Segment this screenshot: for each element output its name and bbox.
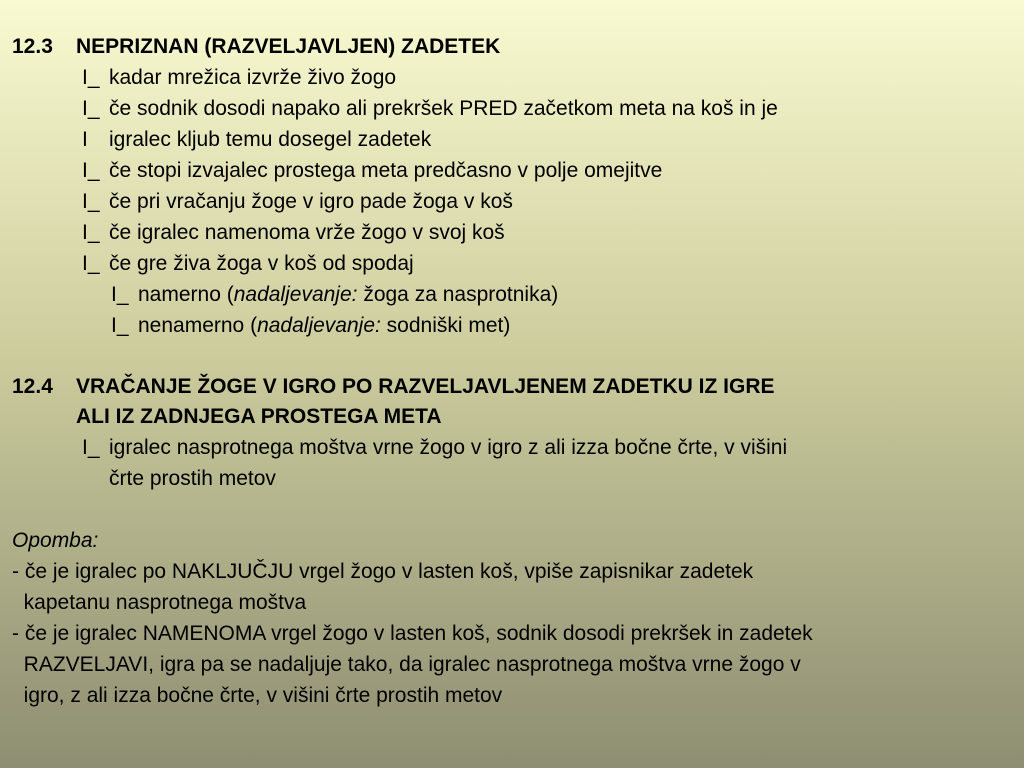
bullet-marker: I_ — [82, 66, 100, 89]
list-item-text: kadar mrežica izvrže živo žogo — [109, 66, 397, 89]
list-item — [82, 124, 431, 155]
list-item-text: če stopi izvajalec prostega meta predčasno v polje omejitve — [109, 159, 663, 182]
list-item-text: če gre živa žoga v koš od spodaj — [109, 252, 414, 275]
section-title: NEPRIZNAN (RAZVELJAVLJEN) ZADETEK — [76, 35, 501, 58]
sub-item-prefix: namerno ( — [138, 283, 234, 306]
section-12-3-heading — [12, 31, 500, 62]
list-item — [82, 62, 396, 93]
note-line: RAZVELJAVI, igra pa se nadaljuje tako, da igralec nasprotnega moštva vrne žogo v — [12, 653, 801, 676]
list-item-continuation: črte prostih metov — [109, 467, 276, 490]
bullet-marker: I_ — [82, 252, 100, 275]
sub-list-item — [111, 279, 558, 310]
list-item-text: če sodnik dosodi napako ali prekršek PRED začetkom meta na koš in je — [109, 97, 778, 120]
note-heading: Opomba: — [12, 529, 99, 552]
section-title-continuation: ALI IZ ZADNJEGA PROSTEGA META — [76, 405, 442, 428]
sub-item-suffix: žoga za nasprotnika) — [357, 283, 559, 306]
list-item-text: če igralec namenoma vrže žogo v svoj koš — [109, 221, 505, 244]
bullet-marker: I_ — [82, 97, 100, 120]
bullet-marker: I_ — [82, 436, 100, 459]
list-item — [82, 248, 414, 279]
list-item — [82, 186, 513, 217]
section-number: 12.4 — [12, 375, 53, 398]
list-item-text: igralec nasprotnega moštva vrne žogo v igro z ali izza bočne črte, v višini — [109, 436, 788, 459]
list-item — [82, 93, 778, 124]
section-12-4-heading — [12, 371, 775, 402]
list-item — [82, 432, 787, 463]
bullet-marker: I_ — [82, 190, 100, 213]
bullet-marker: I — [82, 128, 88, 151]
list-item-text: če pri vračanju žoge v igro pade žoga v koš — [109, 190, 513, 213]
bullet-marker: I_ — [82, 159, 100, 182]
sub-item-italic: nadaljevanje: — [257, 314, 381, 337]
list-item — [82, 217, 505, 248]
sub-item-italic: nadaljevanje: — [233, 283, 358, 306]
sub-item-suffix: sodniški met) — [380, 314, 511, 337]
list-item-text: igralec kljub temu dosegel zadetek — [109, 128, 432, 151]
section-title: VRAČANJE ŽOGE V IGRO PO RAZVELJAVLJENEM ZADETKU IZ IGRE — [76, 375, 775, 398]
sub-list-item — [111, 310, 510, 341]
note-line: - če je igralec po NAKLJUČJU vrgel žogo v lasten koš, vpiše zapisnikar zadetek — [12, 560, 754, 583]
bullet-marker: I_ — [111, 283, 129, 306]
note-line: - če je igralec NAMENOMA vrgel žogo v lasten koš, sodnik dosodi prekršek in zadetek — [12, 622, 813, 645]
bullet-marker: I_ — [82, 221, 100, 244]
list-item — [82, 155, 662, 186]
note-line: igro, z ali izza bočne črte, v višini črte prostih metov — [12, 684, 503, 707]
section-number: 12.3 — [12, 35, 53, 58]
bullet-marker: I_ — [111, 314, 129, 337]
sub-item-prefix: nenamerno ( — [138, 314, 258, 337]
note-line: kapetanu nasprotnega moštva — [12, 591, 307, 614]
